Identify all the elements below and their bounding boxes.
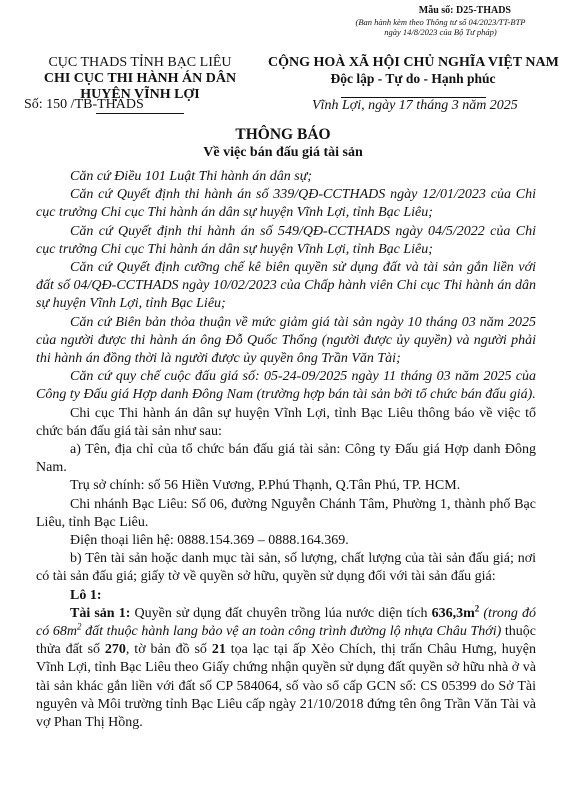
form-note-line-1: (Ban hành kèm theo Thông tư số 04/2023/TT-BTP [355, 17, 526, 27]
basis-3: Căn cứ Quyết định thi hành án số 549/QĐ-CCTHADS ngày 04/5/2022 của Chi cục trưởng Chi cục Thi hành án dân sự huyện Vĩnh Lợi, tỉnh Bạc Liêu; [36, 223, 536, 257]
asset-paragraph [36, 605, 536, 732]
asset-label: Tài sản 1: [70, 605, 131, 621]
place-date: Vĩnh Lợi, ngày 17 tháng 3 năm 2025 [312, 98, 518, 113]
agency-name-2: HUYỆN VĨNH LỢI [80, 87, 200, 102]
asset-text-1: Quyền sử dụng đất chuyên trồng lúa nước diện tích [130, 605, 432, 621]
document-number: Số: 150 /TB-THADS [24, 97, 144, 112]
document-title: THÔNG BÁO [235, 126, 331, 143]
national-title: CỘNG HOÀ XÃ HỘI CHỦ NGHĨA VIỆT NAM [268, 55, 559, 70]
asset-note-1: (trong đó có 68m [36, 605, 536, 640]
map-number: 21 [211, 642, 226, 658]
national-motto: Độc lập - Tự do - Hạnh phúc [330, 71, 496, 86]
asset-area-value: 636,3m [431, 605, 475, 621]
form-note-line-2: ngày 14/8/2023 của Bộ Tư pháp) [384, 27, 497, 37]
document-body [36, 168, 536, 732]
basis-6: Căn cứ quy chế cuộc đấu giá số: 05-24-09/2025 ngày 11 tháng 03 năm 2025 của Công ty Đấu giá Hợp danh Đông Nam (trường hợp bán tài sản bởi tổ chức bán đấu giá). [36, 369, 536, 403]
section-b: b) Tên tài sản hoặc danh mục tài sản, số lượng, chất lượng của tài sản đấu giá; nơi có tài sản đấu giá; giấy tờ về quyền sở hữu, quyền sử dụng đối với tài sản đấu giá: [36, 551, 536, 585]
basis-2: Căn cứ Quyết định thi hành án số 339/QĐ-CCTHADS ngày 12/01/2023 của Chi cục trưởng Chi cục Thi hành án dân sự huyện Vĩnh Lợi, tỉnh Bạc Liêu; [36, 187, 536, 221]
basis-5: Căn cứ Biên bản thỏa thuận về mức giảm giá tài sản ngày 10 tháng 03 năm 2025 của người được thi hành án ông Đỗ Quốc Thống (người được ủy quyền) và người phải thi hành án đồng thời là người được ủy quyền ông Trần Văn Tài; [36, 314, 536, 367]
asset-area [431, 603, 480, 621]
agency-name-1: CHI CỤC THI HÀNH ÁN DÂN [43, 71, 237, 86]
branch-office: Chi nhánh Bạc Liêu: Số 06, đường Nguyễn Chánh Tâm, Phường 1, thành phố Bạc Liêu, tỉnh Bạc Liêu. [36, 496, 536, 530]
asset-note-2: đất thuộc hành lang bảo vệ an toàn công trình đường lộ nhựa Châu Thới) [81, 624, 502, 640]
basis-1: Căn cứ Điều 101 Luật Thi hành án dân sự; [70, 169, 312, 184]
agency-underline [96, 113, 184, 114]
document-subtitle: Về việc bán đấu giá tài sản [203, 145, 363, 160]
asset-text-6: tọa lạc tại ấp Xẻo Chích, thị trấn Châu Hưng, huyện Vĩnh Lợi, tỉnh Bạc Liêu theo Giấy chứng nhận quyền sử dụng đất quyền sở hữu nhà ở và tài sản khác gắn liền với đất số CP 584064, số vào sổ cấp GCN số: CS 05399 do Sở Tài nguyên và Môi trường tỉnh Bạc Liêu cấp ngày 21/10/2018 đứng tên ông Trần Văn Tài và vợ Phan Thị Hồng. [36, 642, 537, 731]
basis-4: Căn cứ Quyết định cưỡng chế kê biên quyền sử dụng đất và tài sản gắn liền với đất số 04/QĐ-CCTHADS ngày 10/02/2023 của Chấp hành viên Chi cục Thi hành án dân sự huyện Vĩnh Lợi, tỉnh Bạc Liêu; [36, 260, 536, 312]
national-header [268, 55, 558, 103]
form-note [328, 17, 553, 37]
section-a: a) Tên, địa chỉ của tổ chức bán đấu giá tài sản: Công ty Đấu giá Hợp danh Đông Nam. [36, 442, 536, 476]
note-unit-sup: 2 [76, 621, 82, 632]
form-number: Mẫu số: D25-THADS [418, 5, 511, 16]
parcel-number: 270 [104, 642, 126, 658]
area-unit-sup: 2 [474, 603, 480, 614]
intro-paragraph: Chi cục Thi hành án dân sự huyện Vĩnh Lợi, tỉnh Bạc Liêu thông báo về việc tổ chức bán đấu giá tài sản như sau: [36, 405, 536, 439]
lot-label: Lô 1: [70, 587, 102, 603]
asset-text-4: thuộc thửa đất số [36, 624, 536, 658]
head-office: Trụ sở chính: số 56 Hiền Vương, P.Phú Thạnh, Q.Tân Phú, TP. HCM. [70, 478, 461, 494]
contact-phone: Điện thoại liên hệ: 0888.154.369 – 0888.164.369. [70, 533, 349, 549]
parent-agency: CỤC THADS TỈNH BẠC LIÊU [48, 55, 232, 70]
asset-text-5: , tờ bản đồ số [125, 642, 212, 658]
